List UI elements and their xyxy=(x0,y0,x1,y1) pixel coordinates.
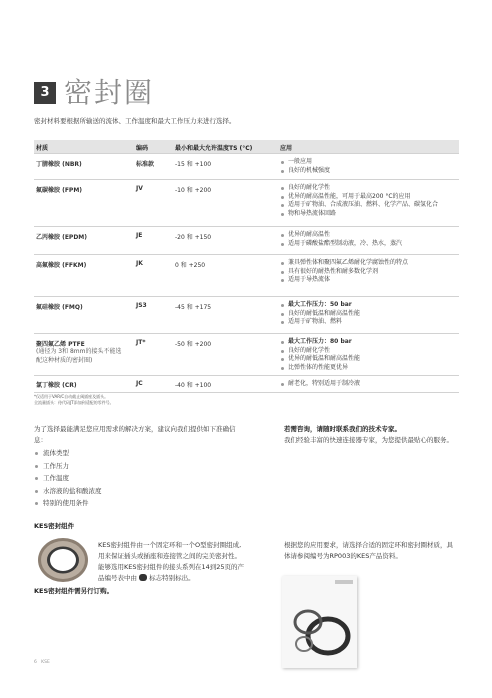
row-code: 标准款 xyxy=(136,161,155,168)
table-row xyxy=(34,179,459,226)
kes-desc-part: 标志特别标出。 xyxy=(149,574,195,582)
section-title: 密封圈 xyxy=(64,76,155,109)
app-item: 良好的机械强度 xyxy=(280,167,460,176)
table-header xyxy=(34,140,459,153)
app-item-continued: 物和导热流体回路 xyxy=(280,210,460,219)
app-item: 优异的耐高温性能，可用于最高200 °C的应用 xyxy=(280,193,460,202)
kes-description xyxy=(98,540,278,584)
app-item: 良好的耐化学性 xyxy=(280,184,460,193)
app-item: 优异的耐高温性 xyxy=(280,231,460,240)
kes-desc-line: KES密封组件由一个固定环和一个O型密封圈组成, xyxy=(98,541,242,549)
row-apps xyxy=(280,184,460,218)
row-apps xyxy=(280,231,460,248)
row-material-note: 配这种材质的密封圈) xyxy=(36,356,93,364)
footnote: 全流量插头：待代码JT添加到适配的零件号。 xyxy=(34,400,114,405)
row-temp: -10 和 +200 xyxy=(175,187,212,194)
catalog-thumbnail xyxy=(282,576,357,668)
row-temp: -50 和 +200 xyxy=(175,341,212,348)
app-item: 最大工作压力：50 bar xyxy=(280,301,460,310)
app-item: 适用于矿物油、合成液压油、燃料、化学产品、碳氢化合 xyxy=(280,201,460,210)
list-item: 流体类型 xyxy=(34,447,102,460)
list-item: 水溶液的盐和酸浓度 xyxy=(34,485,102,498)
row-code: JC xyxy=(136,380,143,387)
app-item: 比弹性体的性能更优异 xyxy=(280,364,460,373)
kes-desc-part: 品编号表中由 xyxy=(98,574,137,582)
row-code: JS3 xyxy=(136,302,147,309)
app-item: 具有很好的耐热性和耐多数化学剂 xyxy=(280,268,460,277)
row-code: JK xyxy=(136,260,143,267)
material-selection-line: 根据您的应用要求，请选择合适的固定环和密封圈材质，具 xyxy=(284,541,453,549)
table-row xyxy=(34,226,459,254)
intro-text: 密封材料要根据所输送的流体、工作温度和最大工作压力来进行选择。 xyxy=(34,117,236,125)
row-apps xyxy=(280,338,460,372)
page-number: 6 xyxy=(34,660,37,665)
list-item: 工作温度 xyxy=(34,472,102,485)
app-item: 适用于磷酸盐酯型制动液，冷、热水，蒸汽 xyxy=(280,240,460,249)
header-apps: 应用 xyxy=(280,145,293,152)
app-item: 耐老化，特别适用于制冷液 xyxy=(280,380,460,389)
kes-desc-line: 用来保证插头或插座和连接管之间的完美密封性。 xyxy=(98,552,241,560)
table-row xyxy=(34,153,459,178)
list-item: 特别的使用条件 xyxy=(34,497,102,510)
row-code: JT* xyxy=(136,339,146,346)
catalog-logo xyxy=(335,580,353,584)
header-temp: 最小和最大允许温度TS (°C) xyxy=(175,145,253,152)
app-item: 优异的耐低温和耐高温性能 xyxy=(280,355,460,364)
row-material-block xyxy=(36,339,121,365)
footnotes xyxy=(34,394,114,406)
row-apps xyxy=(280,301,460,327)
info-bullet-list xyxy=(34,447,102,510)
table-row xyxy=(34,296,459,333)
table-row xyxy=(34,333,459,375)
row-temp: 0 和 +250 xyxy=(175,262,206,269)
kes-order-note: KES密封组件需另行订购。 xyxy=(34,587,114,595)
kes-title: KES密封组件 xyxy=(34,522,75,530)
kes-mark-icon xyxy=(139,574,147,581)
seal-ring-icon xyxy=(36,536,90,584)
section-number: 3 xyxy=(34,82,56,104)
contact-heading: 若需咨询，请随时联系我们的技术专家。 xyxy=(284,425,401,433)
app-item: 良好的耐化学性 xyxy=(280,347,460,356)
app-item: 最大工作压力：80 bar xyxy=(280,338,460,347)
row-material: 高氟橡胶 (FFKM) xyxy=(36,262,87,269)
material-selection-line: 体请参阅编号为RP003的KES产品资料。 xyxy=(284,552,402,560)
app-item: 适用于矿物油、燃料 xyxy=(280,318,460,327)
app-item: 适用于导热流体 xyxy=(280,276,460,285)
kes-desc-line xyxy=(98,573,278,584)
row-temp: -20 和 +150 xyxy=(175,234,212,241)
header-code: 编码 xyxy=(136,145,149,152)
header-material: 材质 xyxy=(36,145,49,152)
row-apps xyxy=(280,259,460,285)
row-material-note: (通径为 3和 8mm的接头不能选 xyxy=(36,348,122,355)
table-row xyxy=(34,375,459,393)
app-item: 兼具弹性体和聚四氟乙烯耐化学腐蚀性的特点 xyxy=(280,259,460,268)
row-material: 氯丁橡胶 (CR) xyxy=(36,382,77,389)
row-temp: -40 和 +100 xyxy=(175,382,212,389)
list-item: 工作压力 xyxy=(34,460,102,473)
footnote: *仅适用于VAR/C自动截止阀插座及插头。 xyxy=(34,394,109,399)
row-apps xyxy=(280,158,460,175)
row-material: 氟碳橡胶 (FPM) xyxy=(36,187,83,194)
table-row xyxy=(34,254,459,295)
kes-desc-line: 能够选用KES密封组件的接头系列在14到25页的产 xyxy=(98,563,245,571)
row-temp: -45 和 +175 xyxy=(175,304,212,311)
row-material: 乙丙橡胶 (EPDM) xyxy=(36,234,88,241)
row-code: JE xyxy=(136,232,143,239)
app-item: 良好的耐低温和耐高温性能 xyxy=(280,310,460,319)
app-item: 一般应用 xyxy=(280,158,460,167)
contact-subtext: 我们经验丰富的快速连接器专家，为您提供最贴心的服务。 xyxy=(284,436,453,444)
o-ring-image-icon xyxy=(288,598,352,662)
row-material: 聚四氟乙烯 PTFE xyxy=(36,341,85,348)
page-footer xyxy=(34,660,50,665)
row-material: 氟硅橡胶 (FMQ) xyxy=(36,304,83,311)
row-code: JV xyxy=(136,185,143,192)
row-material: 丁腈橡胶 (NBR) xyxy=(36,161,82,168)
row-temp: -15 和 +100 xyxy=(175,161,212,168)
info-request-text: 为了选择最能满足您应用需求的解决方案，建议向我们提供如下准确信息： xyxy=(34,425,236,444)
material-selection-text xyxy=(284,540,460,562)
brand-mark: KSE xyxy=(41,660,50,665)
row-apps xyxy=(280,380,460,389)
